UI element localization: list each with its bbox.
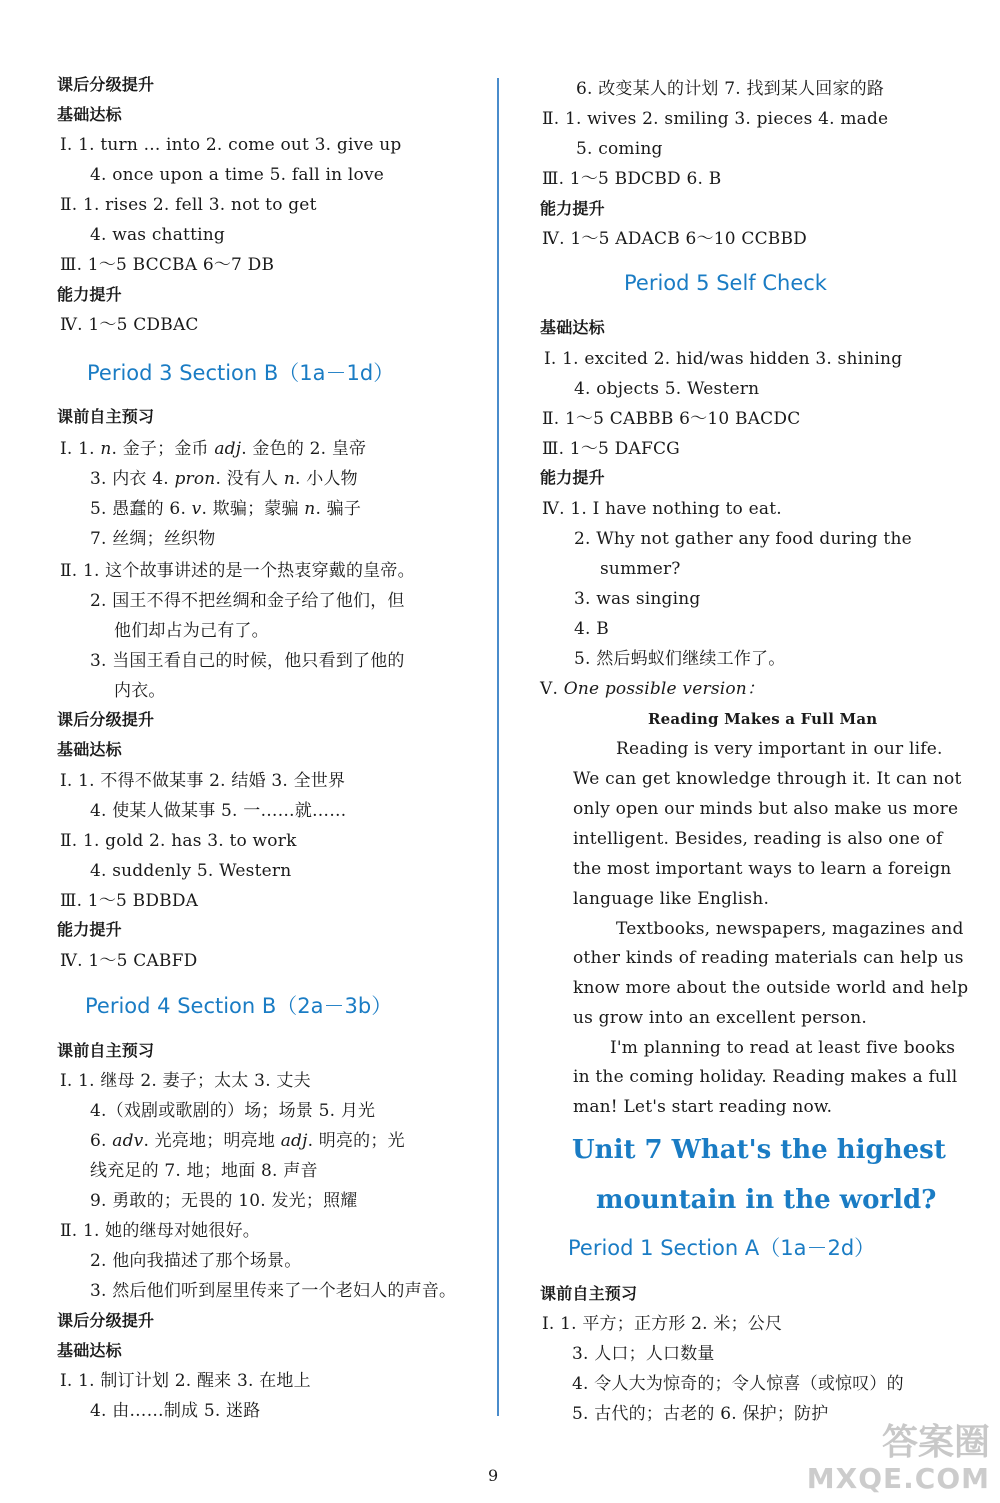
section-heading: 课后分级提升 — [57, 1311, 155, 1330]
subsection-heading: 能力提升 — [540, 468, 605, 487]
essay-line: Textbooks, newspapers, magazines and — [616, 919, 964, 939]
answer-line: 6. 改变某人的计划 7. 找到某人回家的路 — [576, 79, 885, 99]
subsection-heading: 基础达标 — [57, 105, 122, 124]
section-heading: 课前自主预习 — [57, 1041, 155, 1060]
answer-line: Ⅰ. 1. 平方；正方形 2. 米；公尺 — [542, 1314, 783, 1334]
period-heading: Period 5 Self Check — [624, 271, 827, 295]
answer-line: Ⅲ. 1～5 BDBDA — [60, 891, 199, 911]
essay-line: intelligent. Besides, reading is also one of — [573, 829, 943, 849]
answer-line: Ⅳ. 1～5 CDBAC — [60, 315, 199, 335]
subsection-heading: 能力提升 — [57, 285, 122, 304]
unit-heading: mountain in the world? — [596, 1185, 937, 1215]
answer-line: 4. B — [574, 619, 609, 639]
subsection-heading: 基础达标 — [57, 1341, 122, 1360]
subsection-heading: 能力提升 — [57, 920, 122, 939]
answer-line: Ⅳ. 1. I have nothing to eat. — [542, 499, 782, 519]
section-heading: 课前自主预习 — [57, 407, 155, 426]
section-heading: 课后分级提升 — [57, 710, 155, 729]
answer-line: 5. 古代的；古老的 6. 保护；防护 — [572, 1404, 829, 1424]
column-divider — [497, 78, 499, 1416]
essay-line: We can get knowledge through it. It can not — [573, 769, 962, 789]
answer-line: Ⅰ. 1. turn ... into 2. come out 3. give up — [60, 135, 402, 155]
essay-line: the most important ways to learn a foreign — [573, 859, 952, 879]
watermark-text: 答案圈 — [881, 1422, 990, 1463]
period-heading: Period 3 Section B（1a－1d） — [87, 361, 395, 385]
answer-line: Ⅱ. 1. wives 2. smiling 3. pieces 4. made — [542, 109, 889, 129]
answer-line: Ⅲ. 1～5 DAFCG — [542, 439, 680, 459]
essay-line: Reading is very important in our life. — [616, 739, 943, 759]
answer-line: 9. 勇敢的；无畏的 10. 发光；照耀 — [90, 1191, 358, 1211]
unit-heading: Unit 7 What's the highest — [572, 1135, 946, 1165]
watermark-url: MXQE.COM — [806, 1462, 990, 1495]
answer-line: Ⅳ. 1～5 CABFD — [60, 951, 198, 971]
answer-line: Ⅲ. 1～5 BDCBD 6. B — [542, 169, 722, 189]
answer-line: Ⅰ. 1. n. 金子；金币 adj. 金色的 2. 皇帝 — [60, 439, 367, 459]
essay-line: other kinds of reading materials can help us — [573, 948, 964, 968]
period-heading: Period 4 Section B（2a－3b） — [85, 994, 393, 1018]
period-heading: Period 1 Section A（1a－2d） — [568, 1236, 876, 1260]
answer-line: 3. 然后他们听到屋里传来了一个老妇人的声音。 — [90, 1281, 457, 1301]
essay-line: us grow into an excellent person. — [573, 1008, 867, 1028]
answer-line: 5. 然后蚂蚁们继续工作了。 — [574, 649, 786, 669]
answer-line: 2. 他向我描述了那个场景。 — [90, 1251, 302, 1271]
answer-line: Ⅰ. 1. 不得不做某事 2. 结婚 3. 全世界 — [60, 771, 346, 791]
answer-line: Ⅱ. 1. rises 2. fell 3. not to get — [60, 195, 317, 215]
answer-line: 4. objects 5. Western — [574, 379, 760, 399]
subsection-heading: 能力提升 — [540, 199, 605, 218]
subsection-heading: 基础达标 — [57, 740, 122, 759]
section-heading: 课前自主预习 — [540, 1284, 638, 1303]
essay-line: in the coming holiday. Reading makes a full — [573, 1067, 958, 1087]
answer-line: 4. suddenly 5. Western — [90, 861, 292, 881]
essay-line: man! Let's start reading now. — [573, 1097, 833, 1117]
answer-line: 他们却占为己有了。 — [114, 621, 269, 641]
answer-line: 内衣。 — [114, 681, 166, 701]
answer-line: 3. 当国王看自己的时候，他只看到了他的 — [90, 651, 405, 671]
answer-line: 4. 由……制成 5. 迷路 — [90, 1401, 261, 1421]
answer-line: 4. once upon a time 5. fall in love — [90, 165, 385, 185]
answer-line: 4.（戏剧或歌剧的）场；场景 5. 月光 — [90, 1101, 376, 1121]
answer-line: Ⅰ. 1. excited 2. hid/was hidden 3. shining — [544, 349, 903, 369]
page-number: 9 — [488, 1466, 499, 1485]
essay-title: Reading Makes a Full Man — [648, 710, 878, 728]
answer-line: 2. 国王不得不把丝绸和金子给了他们，但 — [90, 591, 405, 611]
answer-line: 3. 人口；人口数量 — [572, 1344, 715, 1364]
answer-line: 7. 丝绸；丝织物 — [90, 529, 216, 549]
answer-line: 3. was singing — [574, 589, 701, 609]
section-heading: 课后分级提升 — [57, 75, 155, 94]
answer-line: Ⅰ. 1. 继母 2. 妻子；太太 3. 丈夫 — [60, 1071, 311, 1091]
answer-line: Ⅱ. 1～5 CABBB 6～10 BACDC — [542, 409, 801, 429]
answer-line: Ⅱ. 1. 她的继母对她很好。 — [60, 1221, 260, 1241]
answer-line: Ⅱ. 1. 这个故事讲述的是一个热衷穿戴的皇帝。 — [60, 561, 415, 581]
essay-line: I'm planning to read at least five books — [610, 1038, 956, 1058]
subsection-heading: 基础达标 — [540, 318, 605, 337]
answer-line: 4. 使某人做某事 5. 一……就…… — [90, 801, 347, 821]
answer-line: 6. adv. 光亮地；明亮地 adj. 明亮的；光 — [90, 1131, 405, 1151]
answer-line: Ⅰ. 1. 制订计划 2. 醒来 3. 在地上 — [60, 1371, 311, 1391]
answer-line: 5. 愚蠢的 6. v. 欺骗；蒙骗 n. 骗子 — [90, 499, 362, 519]
essay-line: language like English. — [573, 889, 770, 909]
answer-line: summer? — [600, 559, 681, 579]
answer-line: 2. Why not gather any food during the — [574, 529, 912, 549]
essay-line: know more about the outside world and help — [573, 978, 969, 998]
answer-line: Ⅴ. One possible version： — [540, 679, 765, 699]
answer-line: Ⅱ. 1. gold 2. has 3. to work — [60, 831, 297, 851]
answer-line: 线充足的 7. 地；地面 8. 声音 — [90, 1161, 318, 1181]
essay-line: only open our minds but also make us more — [573, 799, 959, 819]
answer-line: 5. coming — [576, 139, 663, 159]
answer-line: 3. 内衣 4. pron. 没有人 n. 小人物 — [90, 469, 358, 489]
watermark-logo — [800, 1423, 990, 1495]
answer-line: Ⅳ. 1～5 ADACB 6～10 CCBBD — [542, 229, 807, 249]
answer-line: 4. was chatting — [90, 225, 225, 245]
answer-line: Ⅲ. 1～5 BCCBA 6～7 DB — [60, 255, 275, 275]
answer-line: 4. 令人大为惊奇的；令人惊喜（或惊叹）的 — [572, 1374, 904, 1394]
